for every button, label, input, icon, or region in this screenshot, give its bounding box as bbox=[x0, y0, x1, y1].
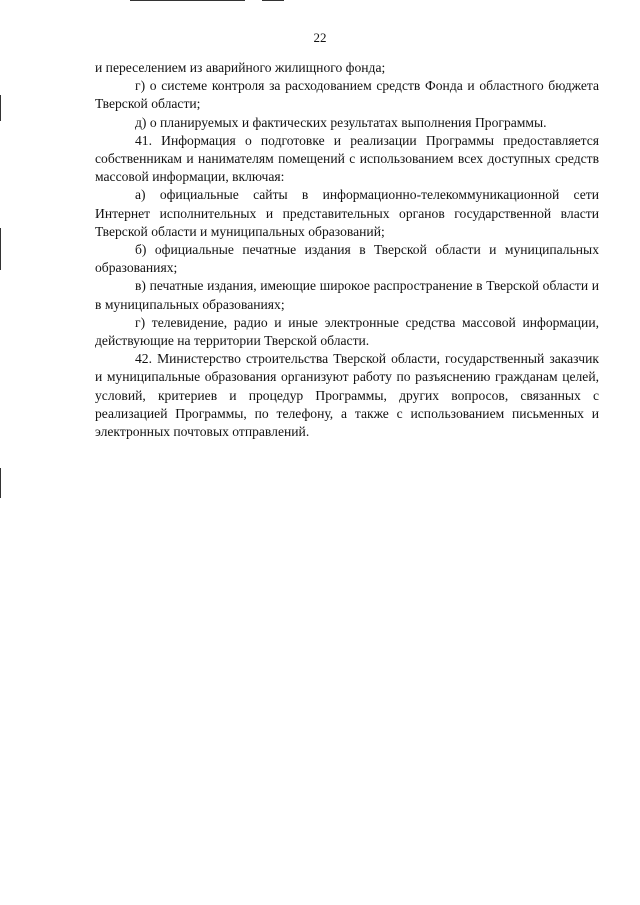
paragraph-41-item-b: б) официальные печатные издания в Тверской области и муниципальных образованиях; bbox=[95, 242, 599, 276]
paragraph-41-item-a: а) официальные сайты в информационно-телекоммуникационной сети Интернет исполнительных и представительных органов государственной власти Тверской области и муниципальных образований; bbox=[95, 187, 599, 239]
scan-edge-mark bbox=[130, 0, 245, 1]
paragraph-41: 41. Информация о подготовке и реализации Программы предоставляется собственникам и нанимателям помещений с использованием всех доступных средств массовой информации, включая: bbox=[95, 132, 599, 185]
paragraph-42: 42. Министерство строительства Тверской области, государственный заказчик и муниципальные образования организуют работу по разъяснению гражданам целей, условий, критериев и процедур Программы, других вопросов, связанных с реализацией Программы, по телефону, а также с использованием письменных и электронных почтовых отправлений. bbox=[95, 351, 599, 440]
paragraph-item-g: г) о системе контроля за расходованием средств Фонда и областного бюджета Тверской области; bbox=[95, 78, 599, 112]
scan-edge-mark bbox=[262, 0, 284, 1]
paragraph-continuation: и переселением из аварийного жилищного фонда; bbox=[95, 60, 386, 75]
scan-edge-mark bbox=[0, 468, 1, 498]
document-body bbox=[95, 59, 599, 441]
paragraph-41-item-v: в) печатные издания, имеющие широкое распространение в Тверской области и в муниципальных образованиях; bbox=[95, 278, 599, 312]
paragraph-41-item-g: г) телевидение, радио и иные электронные средства массовой информации, действующие на территории Тверской области. bbox=[95, 314, 599, 349]
scan-edge-mark bbox=[0, 95, 1, 121]
scan-edge-mark bbox=[0, 228, 1, 270]
page-number: 22 bbox=[313, 30, 327, 45]
paragraph-item-d: д) о планируемых и фактических результатах выполнения Программы. bbox=[135, 114, 547, 130]
